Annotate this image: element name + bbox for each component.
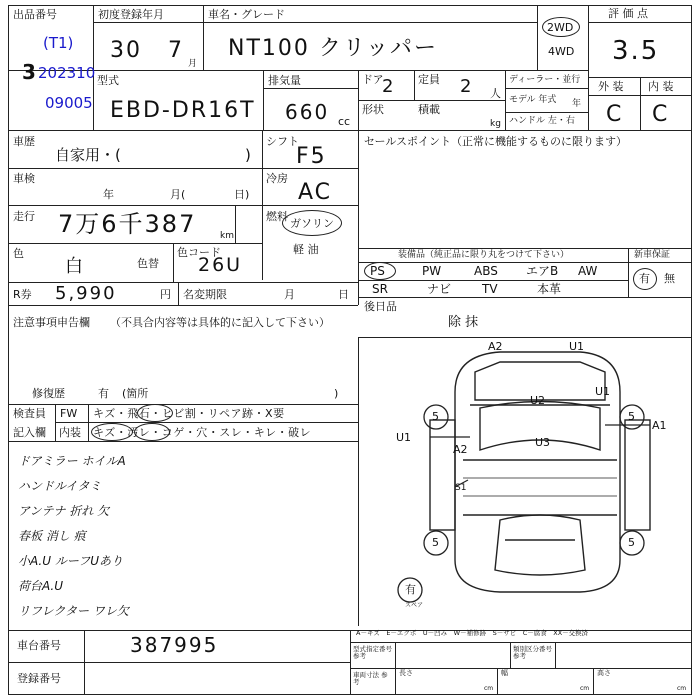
- spare-label: 有: [405, 583, 416, 596]
- repair-label: 修復歴: [32, 387, 65, 400]
- lot-label: 出品番号: [13, 8, 57, 21]
- legend-v5: [593, 668, 594, 695]
- legend-line-1: [350, 642, 692, 643]
- equip-item-4: AW: [578, 264, 598, 278]
- legend-v2: [510, 642, 511, 668]
- first-reg-year: 30: [110, 38, 142, 63]
- kg-suffix: kg: [490, 119, 501, 129]
- spare-sub: スペア: [405, 602, 424, 609]
- cm-2: cm: [580, 685, 590, 692]
- door-label: ドア: [362, 73, 384, 86]
- sales-point-label: セールスポイント（正常に機能するものに限ります）: [364, 135, 628, 148]
- first-reg-label: 初度登録年月: [98, 8, 164, 21]
- chassis-label: 車台番号: [17, 639, 61, 652]
- recycle-value: 5,990: [55, 283, 117, 304]
- drive-4wd: 4WD: [548, 45, 575, 58]
- diag-u1-left: U1: [396, 431, 412, 444]
- color-label: 色: [13, 247, 24, 260]
- equip-item-2: ABS: [474, 264, 498, 278]
- handwritten-note: リフレクター ワレ欠: [18, 604, 129, 618]
- lot-prefix: 3: [22, 60, 36, 84]
- load-label: 積載: [418, 103, 440, 116]
- caution-label: 注意事項申告欄: [13, 316, 90, 329]
- door-value: 2: [382, 76, 396, 97]
- diag-u2: U2: [530, 394, 546, 407]
- capacity-value: 2: [460, 76, 474, 97]
- interior-value: C: [652, 102, 670, 127]
- model-year-label: モデル 年式: [509, 95, 557, 105]
- history-close: ): [245, 146, 251, 164]
- yen-suffix: 円: [160, 288, 171, 301]
- exterior-label: 外 装: [598, 80, 624, 93]
- diag-a2-top: A2: [488, 340, 503, 353]
- exterior-value: C: [606, 102, 624, 127]
- registration-label: 登録番号: [17, 672, 61, 685]
- handwritten-note: アンテナ 折れ 欠: [18, 504, 110, 518]
- length-label: 長さ: [399, 669, 413, 677]
- color-value: 白: [65, 256, 83, 277]
- ac-label: 冷房: [266, 172, 288, 185]
- month-suffix: 月: [188, 59, 198, 69]
- color-code-value: 26U: [198, 254, 243, 276]
- repair-have: 有: [98, 387, 109, 400]
- recycle-label: R券: [13, 288, 32, 301]
- fw-label: FW: [60, 407, 78, 420]
- ac-value: AC: [298, 180, 333, 205]
- diag-a1-right: A1: [652, 419, 667, 432]
- cm-3: cm: [677, 685, 687, 692]
- tire-1: 5: [432, 410, 439, 423]
- legend-divider: [350, 630, 351, 695]
- lot-blue-2: 202310: [38, 64, 96, 82]
- displacement-label: 排気量: [268, 74, 301, 87]
- inspection-label: 車検: [13, 172, 35, 185]
- height-label: 高さ: [597, 669, 611, 677]
- score-value: 3.5: [612, 36, 660, 66]
- cm-1: cm: [484, 685, 494, 692]
- repair-close: ): [334, 387, 339, 400]
- name-change-label: 名変期限: [183, 288, 227, 301]
- legend-v4: [497, 668, 498, 695]
- color-change-label: 色替: [137, 257, 159, 270]
- diag-u1-right: U1: [595, 385, 611, 398]
- dealer-label: ディーラー・並行: [509, 75, 581, 85]
- cc-suffix: cc: [338, 115, 351, 128]
- equip-item-0: PS: [370, 264, 385, 278]
- inspector-label: 検査員: [13, 407, 46, 420]
- name-label: 車名・グレード: [208, 8, 285, 21]
- handwritten-note: 春板 消し 痕: [18, 529, 86, 543]
- score-label: 評 価 点: [608, 7, 648, 20]
- fuel-diesel: 軽 油: [293, 243, 319, 256]
- interior-items: キズ・汚レ・コゲ・穴・スレ・キレ・破レ: [93, 426, 312, 439]
- km-suffix: km: [220, 231, 234, 241]
- manual-label: 新車保証: [634, 250, 671, 260]
- drive-2wd: 2WD: [547, 21, 574, 34]
- interior-label: 内 装: [648, 80, 674, 93]
- history-label: 車歴: [13, 135, 35, 148]
- diag-s1: S1: [455, 483, 467, 493]
- displacement-value: 660: [285, 100, 330, 124]
- person-suffix: 人: [490, 87, 501, 100]
- mileage-value: 7万6千387: [58, 210, 197, 238]
- width-label: 幅: [501, 669, 508, 677]
- handwritten-note: 荷台A.U: [18, 579, 64, 593]
- name-change-month: 月: [284, 288, 295, 301]
- chassis-divider: [84, 630, 85, 695]
- handwritten-note: ドアミラー ホイルA: [18, 454, 126, 468]
- rear-label: 後日品: [364, 300, 397, 313]
- equip-item2-3: 本革: [537, 282, 562, 296]
- fuel-label: 燃料: [266, 210, 288, 223]
- handwritten-note: 小A.U ルーフUあり: [18, 554, 124, 568]
- equip-item-3: エアB: [526, 264, 559, 278]
- equip-title: 装備品（純正品に限り丸をつけて下さい）: [398, 250, 570, 260]
- diag-u3: U3: [535, 436, 551, 449]
- tire-4: 5: [628, 536, 635, 549]
- name-value: NT100 クリッパー: [228, 36, 439, 61]
- diag-a2-left: A2: [453, 443, 468, 456]
- year-suffix: 年: [572, 99, 582, 109]
- history-value: 自家用・(: [55, 146, 121, 164]
- capacity-label: 定員: [418, 73, 440, 86]
- mileage-label: 走行: [13, 210, 35, 223]
- repair-place: (箇所: [122, 387, 149, 400]
- chassis-value: 387995: [130, 633, 219, 657]
- shift-label: シフト: [266, 135, 299, 148]
- legend-codes: A－キズ E－エクボ U－凹み W－補修跡 S－サビ C－腐食 XX－交換済: [356, 629, 589, 637]
- equip-item2-2: TV: [482, 282, 498, 296]
- legend-v3: [555, 642, 556, 668]
- lot-blue-3: 09005: [45, 94, 93, 112]
- manual-none: 無: [664, 272, 675, 285]
- inspect-day: 日): [234, 188, 250, 201]
- lot-blue-1: (T1): [43, 34, 74, 52]
- handwritten-note: ハンドルイタミ: [18, 479, 102, 493]
- fw-items: キズ・飛石・ヒビ割・リペア跡・X要: [93, 407, 285, 420]
- certified-label: 型式指定番号 参考: [353, 645, 392, 660]
- handle-label: ハンドル 左・右: [509, 116, 575, 126]
- first-reg-month: 7: [168, 38, 184, 63]
- caution-note: （不具合内容等は具体的に記入して下さい）: [110, 316, 330, 329]
- tire-2: 5: [628, 410, 635, 423]
- record-label: 記入欄: [13, 426, 46, 439]
- interior-inspect-label: 内装: [59, 426, 81, 439]
- legend-v1: [395, 642, 396, 695]
- size-label: 車両寸法 参考: [353, 671, 388, 686]
- shift-value: F5: [296, 144, 327, 169]
- equip-item2-0: SR: [372, 282, 388, 296]
- category-label: 類別区分番号 参考: [513, 645, 552, 660]
- chassis-mid-line: [8, 662, 350, 663]
- name-change-day: 日: [338, 288, 349, 301]
- diag-u1-top: U1: [569, 340, 585, 353]
- inspect-year: 年: [103, 188, 114, 201]
- model-label: 型式: [97, 74, 119, 87]
- manual-have: 有: [639, 272, 650, 285]
- model-value: EBD-DR16T: [110, 98, 256, 123]
- color-code-label: 色コード: [177, 246, 221, 259]
- inspect-month: 月(: [170, 188, 186, 201]
- rear-value: 除 抹: [448, 315, 479, 330]
- fuel-gasoline: ガソリン: [290, 217, 334, 230]
- equip-item2-1: ナビ: [427, 282, 452, 296]
- equip-item-1: PW: [422, 264, 442, 278]
- tire-marks: [398, 405, 644, 602]
- tire-3: 5: [432, 536, 439, 549]
- shape-label: 形状: [362, 103, 384, 116]
